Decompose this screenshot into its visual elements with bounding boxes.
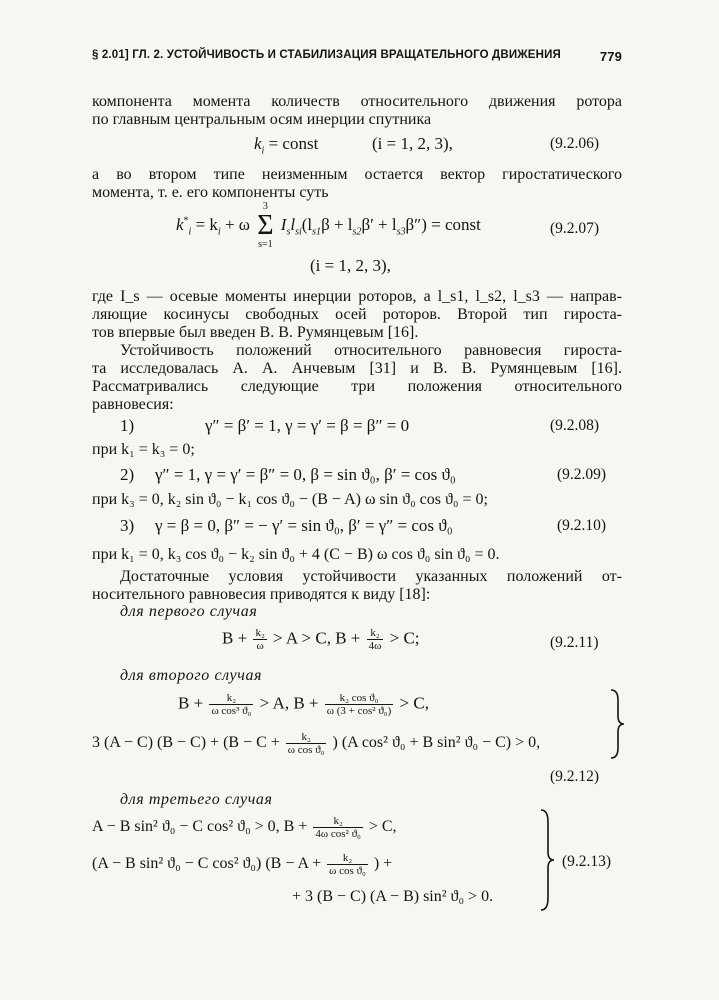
right-brace — [608, 688, 626, 760]
paragraph-rotor-momentum — [92, 93, 622, 129]
equation-9-2-12-line1 — [178, 692, 429, 717]
denominator: 4ω — [368, 640, 382, 652]
denominator: 4ω cos² ϑ₀ — [315, 828, 361, 840]
text-line: Рассматривались следующие три положения относительного — [92, 378, 622, 395]
eq-superscript: * — [183, 215, 189, 227]
fraction — [313, 815, 362, 840]
eq-subscript: i — [217, 226, 221, 238]
equation-number: (9.2.10) — [557, 517, 607, 534]
text-line: Устойчивость положений относительного равновесия гироста- — [120, 342, 622, 359]
equation-9-2-07 — [176, 202, 481, 250]
eq-term: A − B sin² ϑ₀ − C cos² ϑ₀ > 0, B + — [92, 818, 308, 836]
denominator: ω (3 + cos² ϑ₀) — [326, 705, 392, 717]
equation-9-2-08: γ″ = β′ = 1, γ = γ′ = β = β″ = 0 — [205, 416, 410, 435]
eq-symbol: I — [280, 214, 287, 234]
equation-9-2-09: γ″ = 1, γ = γ′ = β″ = 0, β = sin ϑ₀, β′ = cos ϑ₀ — [155, 465, 456, 484]
sum-symbol: Σ — [257, 210, 274, 241]
case-heading: для второго случая — [120, 667, 263, 684]
eq-subscript: si — [295, 226, 302, 238]
equation-9-2-06-condition: (i = 1, 2, 3), — [372, 134, 453, 153]
header-section-title: § 2.01] ГЛ. 2. УСТОЙЧИВОСТЬ И СТАБИЛИЗАЦИЯ ВРАЩАТЕЛЬНОГО ДВИЖЕНИЯ — [92, 49, 561, 61]
denominator: ω cos ϑ₀ — [329, 865, 366, 877]
eq-rhs: = const — [264, 134, 319, 153]
equation-9-2-12-line2 — [92, 731, 540, 756]
equation-9-2-13-line2 — [92, 852, 392, 877]
equation-9-2-13-line3: + 3 (B − C) (A − B) sin² ϑ₀ > 0. — [292, 888, 494, 905]
eq-term: B + — [178, 693, 204, 713]
equation-9-2-11 — [222, 627, 420, 652]
condition-line: при k₃ = 0, k₂ sin ϑ₀ − k₁ cos ϑ₀ − (B − A) ω sin ϑ₀ cos ϑ₀ = 0; — [92, 491, 488, 508]
eq-term: > C; — [389, 628, 420, 648]
eq-term: ) (A cos² ϑ₀ + B sin² ϑ₀ − C) > 0, — [332, 734, 541, 752]
fraction — [209, 692, 253, 717]
right-brace — [538, 808, 556, 912]
eq-term: > C, — [399, 693, 429, 713]
eq-term: + ω — [220, 214, 250, 234]
eq-subscript: s — [286, 226, 291, 238]
text-line: тов впервые был введен В. В. Румянцевым [16]. — [92, 324, 419, 341]
eq-term: β″) = const — [405, 214, 481, 234]
eq-symbol: l — [290, 214, 296, 234]
eq-term: β′ + l — [361, 214, 397, 234]
case-heading: для третьего случая — [120, 791, 273, 808]
sum-upper-limit: 3 — [262, 201, 268, 212]
eq-subscript: s2 — [352, 226, 362, 238]
fraction — [286, 731, 327, 756]
paragraph-gyrostatic-moment — [92, 166, 622, 202]
condition-line: при k₁ = k₃ = 0; — [92, 441, 195, 458]
case-heading: для первого случая — [120, 603, 258, 620]
eq-term: 3 (A − C) (B − C) + (B − C + — [92, 734, 280, 752]
equation-number: (9.2.06) — [550, 135, 600, 152]
numerator: k₂ cos ϑ₀ — [325, 692, 394, 705]
eq-symbol: k — [254, 134, 262, 153]
denominator: ω cos³ ϑ₀ — [211, 705, 252, 717]
eq-term: (A − B sin² ϑ₀ − C cos² ϑ₀) (B − A + — [92, 855, 322, 873]
condition-line: при k₁ = 0, k₃ cos ϑ₀ − k₂ sin ϑ₀ + 4 (C − B) ω cos ϑ₀ sin ϑ₀ = 0. — [92, 546, 500, 563]
equation-number: (9.2.09) — [557, 466, 607, 483]
page-number: 779 — [599, 49, 622, 64]
fraction — [367, 627, 384, 652]
eq-subscript: i — [188, 226, 192, 238]
fraction — [253, 627, 266, 652]
paragraph-sufficient-conditions — [92, 568, 622, 604]
text-line: ляющие косинусы свободных осей роторов. Второй тип гироста- — [92, 306, 622, 323]
text-line: компонента момента количеств относительного движения ротора — [92, 93, 622, 110]
summation — [257, 202, 273, 250]
eq-subscript: i — [261, 145, 265, 157]
equation-number: (9.2.12) — [550, 768, 600, 785]
eq-term: B + — [222, 628, 248, 648]
text-line: а во втором типе неизменным остается вектор гиростатического — [92, 166, 622, 183]
eq-term: ) + — [373, 855, 393, 873]
eq-subscript: s1 — [312, 226, 322, 238]
eq-term: > A, B + — [259, 693, 319, 713]
eq-term: (l — [301, 214, 313, 234]
paragraph-stability-study — [92, 342, 622, 414]
eq-symbol: k — [176, 214, 184, 234]
text-line: носительного равновесия приводятся к виду [18]: — [92, 586, 431, 603]
eq-term: > C, — [368, 818, 397, 836]
sum-lower-limit: s=1 — [258, 239, 273, 250]
fraction — [327, 852, 368, 877]
text-line: где I_s — осевые моменты инерции роторов, а l_s1, l_s2, l_s3 — направ- — [92, 288, 622, 305]
equation-label: 1) — [120, 416, 135, 435]
text-line: по главным центральным осям инерции спутника — [92, 111, 432, 128]
numerator: k₂ — [255, 627, 265, 639]
running-header — [92, 49, 622, 64]
numerator: k₂ — [327, 852, 368, 865]
equation-number: (9.2.11) — [550, 634, 599, 651]
numerator: k₂ — [367, 627, 384, 640]
eq-term: = k — [191, 214, 218, 234]
denominator: ω cos ϑ₀ — [287, 744, 325, 756]
numerator: k₂ — [286, 731, 327, 744]
text-line: равновесия: — [92, 396, 174, 413]
equation-label: 3) — [120, 516, 135, 535]
equation-number: (9.2.07) — [550, 220, 600, 237]
denominator: ω — [256, 640, 264, 652]
fraction — [325, 692, 394, 717]
equation-number: (9.2.13) — [562, 853, 612, 870]
text-line: та исследовалась А. А. Анчевым [31] и В. В. Румянцевым [16]. — [92, 360, 622, 377]
numerator: k₂ — [313, 815, 362, 828]
numerator: k₂ — [209, 692, 253, 705]
eq-term: > A > C, B + — [273, 628, 361, 648]
eq-term: β + l — [321, 214, 353, 234]
equation-label: 2) — [120, 465, 135, 484]
paragraph-rotor-cosines — [92, 288, 622, 342]
equation-9-2-07-condition: (i = 1, 2, 3), — [310, 256, 391, 275]
equation-9-2-13-line1 — [92, 815, 397, 840]
text-line: момента, т. е. его компоненты суть — [92, 184, 329, 201]
equation-9-2-10: γ = β = 0, β″ = − γ′ = sin ϑ₀, β′ = γ″ = cos ϑ₀ — [155, 516, 453, 535]
equation-9-2-06 — [254, 134, 318, 156]
equation-number: (9.2.08) — [550, 417, 600, 434]
eq-subscript: s3 — [396, 226, 406, 238]
text-line: Достаточные условия устойчивости указанных положений от- — [120, 568, 622, 585]
